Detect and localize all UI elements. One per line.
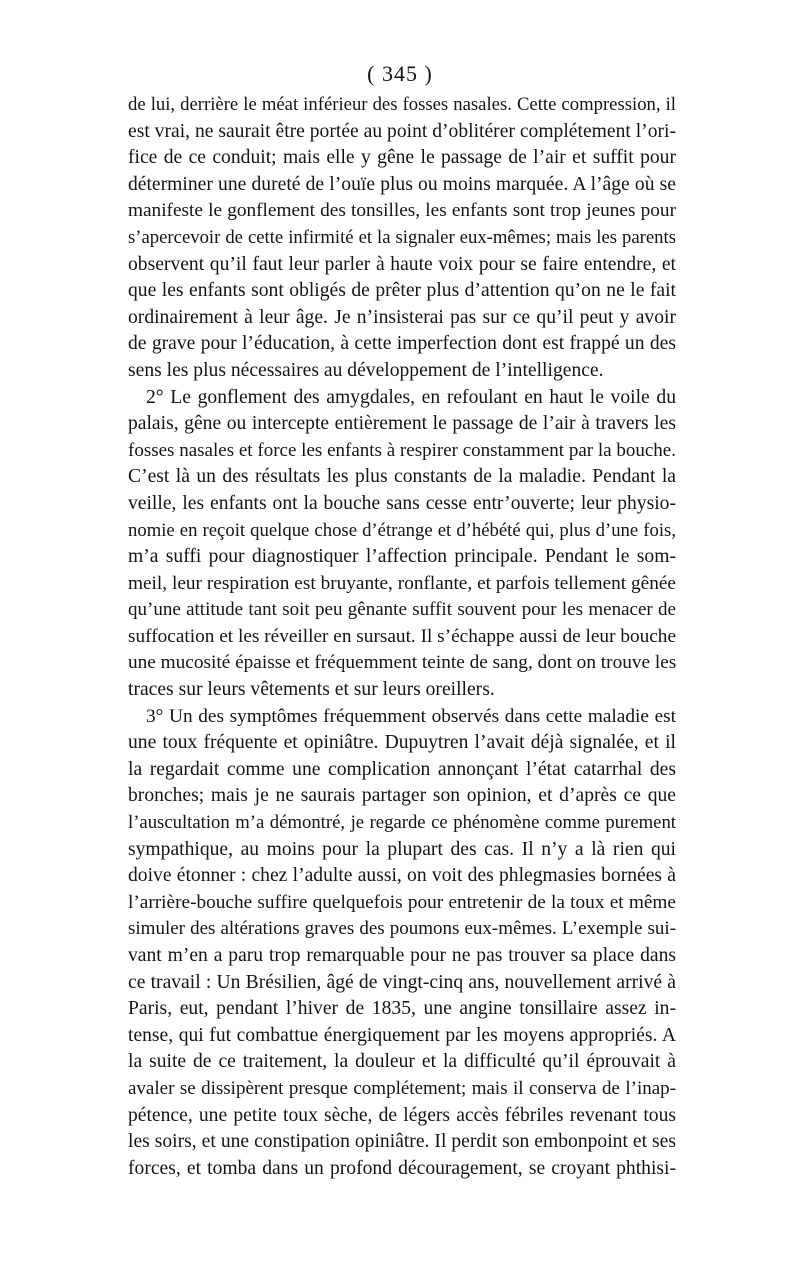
text-line: avaler se dissipèrent presque complétement; mais il conserva de l’inap- <box>128 1077 676 1099</box>
text-line: de grave pour l’éducation, à cette imperfection dont est frappé un des <box>128 333 676 355</box>
text-line: observent qu’il faut leur parler à haute voix pour se faire entendre, et <box>128 253 676 275</box>
text-line: la suite de ce traitement, la douleur et la difficulté qu’il éprouvait à <box>128 1051 676 1073</box>
text-line: de lui, derrière le méat inférieur des fosses nasales. Cette compression, il <box>128 94 676 115</box>
text-line: l’auscultation m’a démontré, je regarde ce phénomène comme purement <box>128 812 676 834</box>
text-line: pétence, une petite toux sèche, de légers accès fébriles revenant tous <box>128 1104 676 1126</box>
text-line: sens les plus nécessaires au développement de l’intelligence. <box>128 359 604 381</box>
page-number: ( 345 ) <box>367 61 433 86</box>
text-line: veille, les enfants ont la bouche sans cesse entr’ouverte; leur physio- <box>128 492 676 514</box>
text-line: 3° Un des symptômes fréquemment observés dans cette maladie est <box>146 705 676 727</box>
text-line: ce travail : Un Brésilien, âgé de vingt-cinq ans, nouvellement arrivé à <box>128 971 676 993</box>
text-line: m’a suffi pour diagnostiquer l’affection principale. Pendant le som- <box>128 546 676 568</box>
text-line: une toux fréquente et opiniâtre. Dupuytren l’avait déjà signalée, et il <box>128 732 676 754</box>
text-line: traces sur leurs vêtements et sur leurs oreillers. <box>128 679 495 701</box>
text-line: simuler des altérations graves des poumons eux-mêmes. L’exemple sui- <box>128 918 676 940</box>
text-line: fice de ce conduit; mais elle y gêne le passage de l’air et suffit pour <box>128 147 676 169</box>
text-line: Paris, eut, pendant l’hiver de 1835, une angine tonsillaire assez in- <box>128 998 676 1020</box>
body-text <box>128 92 676 1182</box>
text-line: fosses nasales et force les enfants à respirer constamment par la bouche. <box>128 439 676 461</box>
text-line: forces, et tomba dans un profond découragement, se croyant phthisi- <box>128 1157 676 1179</box>
text-line: suffocation et les réveiller en sursaut. Il s’échappe aussi de leur bouche <box>128 625 676 647</box>
text-line: tense, qui fut combattue énergiquement par les moyens appropriés. A <box>128 1024 676 1046</box>
text-line: palais, gêne ou intercepte entièrement le passage de l’air à travers les <box>128 413 676 435</box>
text-line: s’apercevoir de cette infirmité et la signaler eux-mêmes; mais les parents <box>128 226 676 248</box>
text-line: est vrai, ne saurait être portée au point d’oblitérer complétement l’ori- <box>128 120 676 142</box>
text-line: la regardait comme une complication annonçant l’état catarrhal des <box>128 758 676 780</box>
text-line: meil, leur respiration est bruyante, ronflante, et parfois tellement gênée <box>128 572 676 594</box>
text-line: une mucosité épaisse et fréquemment teinte de sang, dont on trouve les <box>128 652 676 674</box>
text-line: manifeste le gonflement des tonsilles, les enfants sont trop jeunes pour <box>128 200 676 222</box>
text-line: que les enfants sont obligés de prêter plus d’attention qu’on ne le fait <box>128 280 676 302</box>
text-line: l’arrière-bouche suffire quelquefois pour entretenir de la toux et même <box>128 891 676 913</box>
text-line: sympathique, au moins pour la plupart des cas. Il n’y a là rien qui <box>128 838 676 860</box>
text-line: ordinairement à leur âge. Je n’insisterai pas sur ce qu’il peut y avoir <box>128 306 676 328</box>
text-line: C’est là un des résultats les plus constants de la maladie. Pendant la <box>128 466 676 488</box>
text-line: doive étonner : chez l’adulte aussi, on voit des phlegmasies bornées à <box>128 865 676 887</box>
text-line: 2° Le gonflement des amygdales, en refoulant en haut le voile du <box>146 386 676 408</box>
text-line: vant m’en a paru trop remarquable pour ne pas trouver sa place dans <box>128 945 676 966</box>
text-line: bronches; mais je ne saurais partager son opinion, et d’après ce que <box>128 785 676 807</box>
text-line: déterminer une dureté de l’ouïe plus ou moins marquée. A l’âge où se <box>128 173 676 195</box>
text-line: les soirs, et une constipation opiniâtre. Il perdit son embonpoint et ses <box>128 1131 676 1153</box>
text-line: nomie en reçoit quelque chose d’étrange et d’hébété qui, plus d’une fois, <box>128 519 676 541</box>
text-line: qu’une attitude tant soit peu gênante suffit souvent pour les menacer de <box>128 599 676 621</box>
